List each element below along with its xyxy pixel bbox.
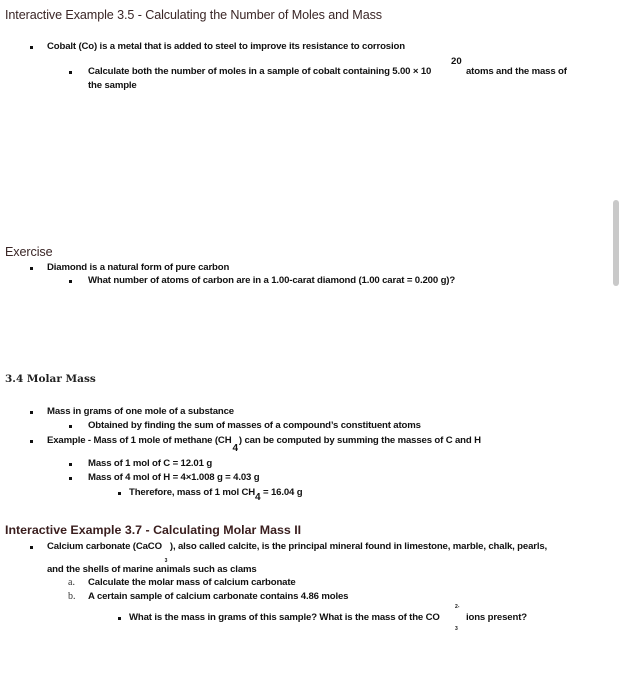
list-item bbox=[129, 487, 303, 503]
bullet-icon bbox=[30, 46, 33, 49]
bullet-icon bbox=[118, 492, 121, 495]
bullet-icon bbox=[30, 411, 33, 414]
list-item-cont: and the shells of marine animals such as clams bbox=[47, 564, 257, 575]
bullet-icon bbox=[69, 477, 72, 480]
list-item bbox=[47, 541, 548, 564]
exercise-title: Exercise bbox=[5, 245, 53, 259]
list-item: Mass in grams of one mole of a substance bbox=[47, 406, 234, 417]
list-marker: b. bbox=[68, 591, 76, 602]
bullet-icon bbox=[30, 440, 33, 443]
list-item-cont: ions present? bbox=[466, 612, 527, 623]
scrollbar-thumb[interactable] bbox=[613, 200, 619, 286]
list-item-cont: the sample bbox=[88, 80, 137, 91]
list-item: Calculate both the number of moles in a sample of cobalt containing 5.00 × 10 bbox=[88, 66, 432, 77]
bullet-icon bbox=[69, 425, 72, 428]
list-marker: a. bbox=[68, 577, 75, 588]
superscript: 20 bbox=[451, 56, 462, 67]
list-item: What is the mass in grams of this sample? What is the mass of the CO bbox=[129, 612, 440, 623]
text: Calcium carbonate (CaCO bbox=[47, 541, 162, 552]
section-title-example-3-5: Interactive Example 3.5 - Calculating the Number of Moles and Mass bbox=[5, 8, 382, 22]
list-item: Diamond is a natural form of pure carbon bbox=[47, 262, 230, 273]
text: = 16.04 g bbox=[260, 487, 303, 498]
list-item: Mass of 4 mol of H = 4×1.008 g = 4.03 g bbox=[88, 472, 260, 483]
subscript: 3 bbox=[455, 626, 458, 632]
list-item: What number of atoms of carbon are in a 1.00-carat diamond (1.00 carat = 0.200 g)? bbox=[88, 275, 456, 286]
list-item: A certain sample of calcium carbonate contains 4.86 moles bbox=[88, 591, 349, 602]
text: Example - Mass of 1 mole of methane (CH bbox=[47, 435, 232, 446]
section-title-example-3-7: Interactive Example 3.7 - Calculating Molar Mass II bbox=[5, 523, 302, 537]
list-item: Obtained by finding the sum of masses of a compound’s constituent atoms bbox=[88, 420, 421, 431]
subscript: 3 bbox=[164, 558, 168, 564]
subscript: 4 bbox=[255, 492, 261, 503]
bullet-icon bbox=[69, 71, 72, 74]
list-item: Mass of 1 mol of C = 12.01 g bbox=[88, 458, 213, 469]
bullet-icon bbox=[69, 280, 72, 283]
text: ), also called calcite, is the principal mineral found in limestone, marble, chalk, pearls, bbox=[169, 541, 548, 552]
subscript: 4 bbox=[232, 443, 238, 454]
superscript: 2- bbox=[455, 604, 460, 610]
bullet-icon bbox=[30, 546, 33, 549]
text: Therefore, mass of 1 mol CH bbox=[129, 487, 256, 498]
bullet-icon bbox=[30, 267, 33, 270]
bullet-icon bbox=[69, 463, 72, 466]
section-title-molar-mass: 3.4 Molar Mass bbox=[5, 373, 96, 385]
bullet-icon bbox=[118, 617, 121, 620]
list-item: Calculate the molar mass of calcium carbonate bbox=[88, 577, 296, 588]
text: ) can be computed by summing the masses of C and H bbox=[238, 435, 481, 446]
list-item-cont: atoms and the mass of bbox=[466, 66, 567, 77]
list-item: Cobalt (Co) is a metal that is added to steel to improve its resistance to corrosion bbox=[47, 41, 405, 52]
list-item bbox=[47, 435, 481, 454]
